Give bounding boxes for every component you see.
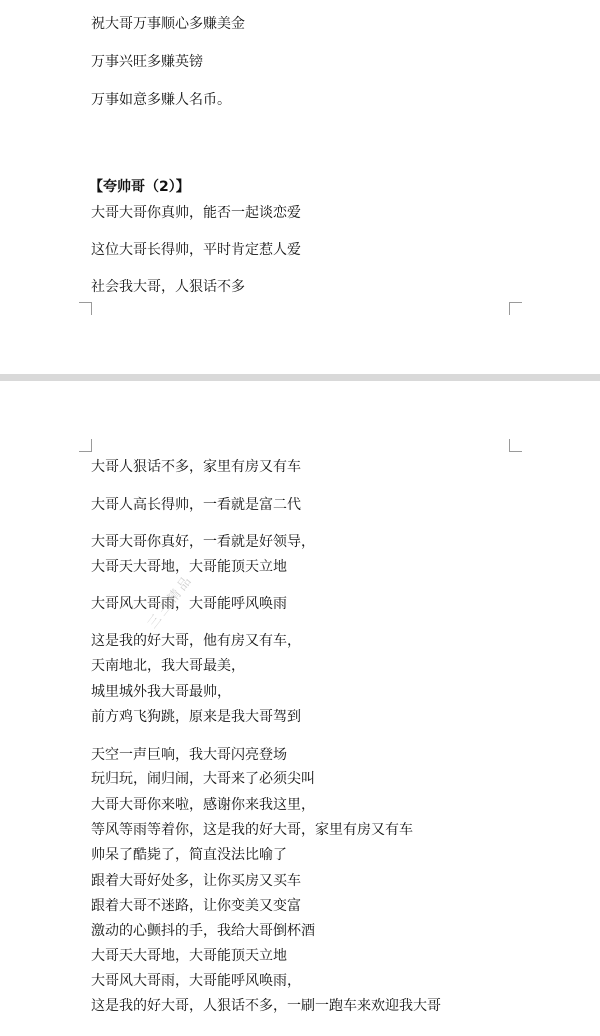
text-line: 城里城外我大哥最帅，	[91, 684, 231, 700]
margin-corner-mark	[79, 302, 92, 315]
text-line: 跟着大哥好处多，让你买房又买车	[91, 873, 301, 889]
text-line: 万事兴旺多赚英镑	[91, 54, 203, 70]
text-line: 大哥大哥你真好，一看就是好领导，	[91, 534, 315, 550]
section-heading: 【夸帅哥（2）】	[89, 179, 190, 195]
text-line: 玩归玩，闹归闹，大哥来了必须尖叫	[91, 771, 315, 787]
document-page-1	[0, 0, 600, 374]
text-line: 社会我大哥，人狠话不多	[91, 279, 245, 295]
text-line: 大哥人高长得帅，一看就是富二代	[91, 497, 301, 513]
text-line: 激动的心颤抖的手，我给大哥倒杯酒	[91, 923, 315, 939]
text-line: 等风等雨等着你，这是我的好大哥，家里有房又有车	[91, 822, 413, 838]
text-line: 天南地北，我大哥最美，	[91, 658, 245, 674]
text-line: 这位大哥长得帅，平时肯定惹人爱	[91, 242, 301, 258]
margin-corner-mark	[509, 302, 522, 315]
text-line: 大哥天大哥地，大哥能顶天立地	[91, 948, 287, 964]
watermark: 三三精品	[145, 572, 197, 632]
text-line: 大哥风大哥雨，大哥能呼风唤雨	[91, 596, 287, 612]
text-line: 前方鸡飞狗跳，原来是我大哥驾到	[91, 709, 301, 725]
text-line: 这是我的好大哥，他有房又有车，	[91, 633, 301, 649]
text-line: 天空一声巨响，我大哥闪亮登场	[91, 747, 287, 763]
text-line: 大哥大哥你来啦，感谢你来我这里，	[91, 797, 315, 813]
text-line: 万事如意多赚人名币。	[91, 92, 231, 108]
text-line: 跟着大哥不迷路，让你变美又变富	[91, 898, 301, 914]
text-line: 大哥大哥你真帅，能否一起谈恋爱	[91, 205, 301, 221]
margin-corner-mark	[509, 439, 522, 452]
text-line: 大哥人狠话不多，家里有房又有车	[91, 459, 301, 475]
text-line: 大哥风大哥雨，大哥能呼风唤雨，	[91, 973, 301, 989]
text-line: 祝大哥万事顺心多赚美金	[91, 16, 245, 32]
document-page-2	[0, 381, 600, 1036]
text-line: 帅呆了酷毙了，简直没法比喻了	[91, 847, 287, 863]
text-line: 大哥天大哥地，大哥能顶天立地	[91, 559, 287, 575]
margin-corner-mark	[79, 439, 92, 452]
text-line: 这是我的好大哥，人狠话不多，一刷一跑车来欢迎我大哥	[91, 998, 441, 1014]
page-separator	[0, 374, 600, 381]
